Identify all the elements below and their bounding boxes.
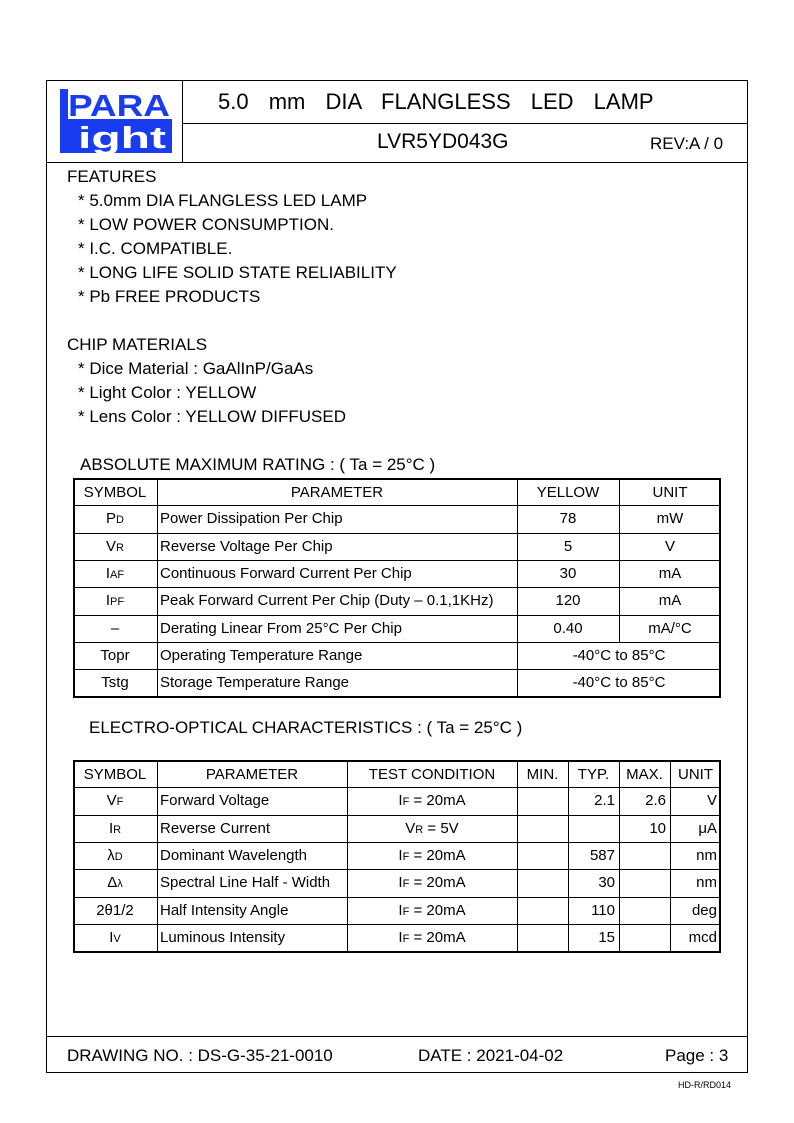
column-header: TEST CONDITION — [368, 766, 496, 783]
column-header: UNIT — [652, 484, 688, 501]
symbol-main: V — [106, 538, 117, 555]
page-number: Page : 3 — [665, 1046, 729, 1065]
drawing-number: DRAWING NO. : DS-G-35-21-0010 — [67, 1046, 333, 1065]
symbol-main: V — [106, 792, 117, 809]
condition-part: F — [402, 906, 410, 918]
unit-cell: V — [664, 538, 675, 555]
parameter-cell: Reverse Current — [160, 820, 271, 837]
typ-cell: 110 — [591, 902, 615, 919]
unit-cell: deg — [691, 902, 717, 919]
max-cell: 2.6 — [645, 792, 666, 809]
condition-part: = 20mA — [409, 929, 466, 946]
value-cell: 5 — [563, 538, 573, 555]
column-header: PARAMETER — [205, 766, 299, 783]
unit-cell: mA — [658, 565, 682, 582]
min-cell — [517, 869, 568, 896]
unit-cell: μA — [698, 820, 717, 837]
logo-divider — [182, 80, 183, 162]
test-condition-cell — [347, 787, 517, 814]
parameter-cell: Operating Temperature Range — [160, 647, 363, 664]
symbol-main: I — [108, 820, 114, 837]
parameter-cell: Continuous Forward Current Per Chip — [160, 565, 412, 582]
unit-cell: mW — [656, 510, 684, 527]
column-header: MIN. — [526, 766, 559, 783]
table-border — [73, 951, 721, 953]
symbol-subscript: PF — [110, 596, 125, 608]
chip-item: * Light Color : YELLOW — [78, 383, 257, 402]
symbol-main: I — [105, 592, 111, 609]
symbol-cell — [73, 505, 157, 532]
typ-cell: 30 — [598, 874, 615, 891]
unit-cell: mcd — [688, 929, 717, 946]
condition-part: I — [398, 792, 403, 809]
symbol-main: Δ — [107, 874, 118, 891]
eo-heading: ELECTRO-OPTICAL CHARACTERISTICS : ( Ta = 25°C ) — [89, 718, 523, 737]
symbol-main: P — [106, 510, 117, 527]
max-cell — [619, 842, 670, 869]
symbol-cell — [73, 815, 157, 842]
max-cell — [619, 869, 670, 896]
condition-part: I — [398, 902, 403, 919]
symbol-cell — [73, 787, 157, 814]
symbol-cell — [73, 669, 157, 696]
symbol-cell — [73, 924, 157, 951]
min-cell — [517, 897, 568, 924]
symbol-subscript: F — [116, 796, 124, 808]
condition-part: I — [398, 847, 403, 864]
test-condition-cell — [347, 815, 517, 842]
parameter-cell: Power Dissipation Per Chip — [160, 510, 343, 527]
symbol-cell — [73, 587, 157, 614]
column-header: TYP. — [577, 766, 610, 783]
unit-cell: mA — [658, 592, 682, 609]
min-cell — [517, 924, 568, 951]
condition-part: = 20mA — [409, 792, 466, 809]
symbol-main: 2θ1/2 — [96, 902, 134, 919]
condition-part: I — [398, 874, 403, 891]
parameter-cell: Peak Forward Current Per Chip (Duty – 0.1,1KHz) — [160, 592, 494, 609]
min-cell — [517, 815, 568, 842]
table-border — [73, 696, 721, 698]
header-bottom-line — [46, 162, 748, 163]
parameter-cell: Spectral Line Half - Width — [160, 874, 331, 891]
test-condition-cell — [347, 924, 517, 951]
range-cell: -40°C to 85°C — [572, 647, 666, 664]
symbol-cell — [73, 642, 157, 669]
symbol-subscript: D — [116, 514, 124, 526]
condition-part: R — [415, 824, 424, 836]
parameter-cell: Reverse Voltage Per Chip — [160, 538, 333, 555]
symbol-subscript: AF — [110, 569, 125, 581]
chip-item: * Dice Material : GaAlInP/GaAs — [78, 359, 314, 378]
parameter-cell: Forward Voltage — [160, 792, 270, 809]
condition-part: F — [402, 878, 410, 890]
symbol-subscript: R — [113, 824, 122, 836]
unit-cell: V — [706, 792, 717, 809]
condition-part: F — [402, 933, 410, 945]
test-condition-cell — [347, 897, 517, 924]
symbol-main: Topr — [100, 647, 130, 664]
typ-cell: 587 — [589, 847, 615, 864]
symbol-cell — [73, 533, 157, 560]
revision: REV:A / 0 — [650, 134, 724, 153]
chip-materials-heading: CHIP MATERIALS — [67, 335, 208, 354]
unit-cell: mA/°C — [648, 620, 692, 637]
symbol-cell — [73, 869, 157, 896]
feature-item: * I.C. COMPATIBLE. — [78, 239, 233, 258]
unit-cell: nm — [696, 874, 717, 891]
symbol-main: λ — [107, 847, 115, 864]
parameter-cell: Derating Linear From 25°C Per Chip — [160, 620, 402, 637]
feature-item: * Pb FREE PRODUCTS — [78, 287, 261, 306]
column-header: UNIT — [678, 766, 713, 783]
value-cell: 120 — [555, 592, 581, 609]
min-cell — [517, 842, 568, 869]
condition-part: = 20mA — [409, 847, 466, 864]
condition-part: = 5V — [423, 820, 459, 837]
max-cell: 10 — [649, 820, 666, 837]
footer-top-line — [46, 1036, 748, 1037]
product-title: 5.0 mm DIA FLANGLESS LED LAMP — [218, 89, 654, 114]
test-condition-cell — [347, 842, 517, 869]
condition-part: F — [402, 796, 410, 808]
parameter-cell: Luminous Intensity — [160, 929, 286, 946]
column-header: PARAMETER — [290, 484, 384, 501]
features-heading: FEATURES — [67, 167, 157, 186]
symbol-cell — [73, 615, 157, 642]
parameter-cell: Storage Temperature Range — [160, 674, 350, 691]
symbol-main: Tstg — [101, 674, 129, 691]
condition-part: I — [398, 929, 403, 946]
symbol-subscript: R — [116, 542, 124, 554]
condition-part: F — [402, 851, 410, 863]
parameter-cell: Dominant Wavelength — [160, 847, 308, 864]
form-id: HD-R/RD014 — [678, 1080, 732, 1090]
symbol-subscript: D — [114, 851, 123, 863]
test-condition-cell — [347, 869, 517, 896]
value-cell: 30 — [559, 565, 577, 582]
chip-item: * Lens Color : YELLOW DIFFUSED — [78, 407, 346, 426]
model-number: LVR5YD043G — [377, 130, 509, 153]
feature-item: * LOW POWER CONSUMPTION. — [78, 215, 334, 234]
value-cell: 78 — [559, 510, 577, 527]
typ-cell: 15 — [598, 929, 615, 946]
symbol-subscript: V — [113, 933, 121, 945]
column-header: MAX. — [626, 766, 663, 783]
min-cell — [517, 787, 568, 814]
symbol-main: I — [105, 565, 111, 582]
header-divider — [182, 123, 748, 124]
range-cell: -40°C to 85°C — [572, 674, 666, 691]
symbol-cell — [73, 897, 157, 924]
document-date: DATE : 2021-04-02 — [418, 1046, 564, 1065]
feature-item: * LONG LIFE SOLID STATE RELIABILITY — [78, 263, 397, 282]
svg-text:ight: ight — [78, 120, 166, 155]
typ-cell: 2.1 — [594, 792, 615, 809]
condition-part: V — [405, 820, 416, 837]
condition-part: = 20mA — [409, 874, 466, 891]
company-logo — [58, 87, 174, 155]
max-cell — [619, 897, 670, 924]
unit-cell: nm — [696, 847, 717, 864]
column-header: SYMBOL — [83, 484, 147, 501]
symbol-cell — [73, 842, 157, 869]
parameter-cell: Half Intensity Angle — [160, 902, 289, 919]
symbol-main: I — [109, 929, 114, 946]
svg-text:PARA: PARA — [68, 88, 170, 123]
condition-part: = 20mA — [409, 902, 466, 919]
symbol-subscript: λ — [117, 878, 123, 890]
column-header: SYMBOL — [83, 766, 147, 783]
column-header: YELLOW — [536, 484, 600, 501]
typ-cell — [568, 815, 619, 842]
value-cell: 0.40 — [553, 620, 583, 637]
max-cell — [619, 924, 670, 951]
feature-item: * 5.0mm DIA FLANGLESS LED LAMP — [78, 191, 368, 210]
symbol-main: – — [110, 620, 120, 637]
amr-heading: ABSOLUTE MAXIMUM RATING : ( Ta = 25°C ) — [80, 455, 436, 474]
symbol-cell — [73, 560, 157, 587]
